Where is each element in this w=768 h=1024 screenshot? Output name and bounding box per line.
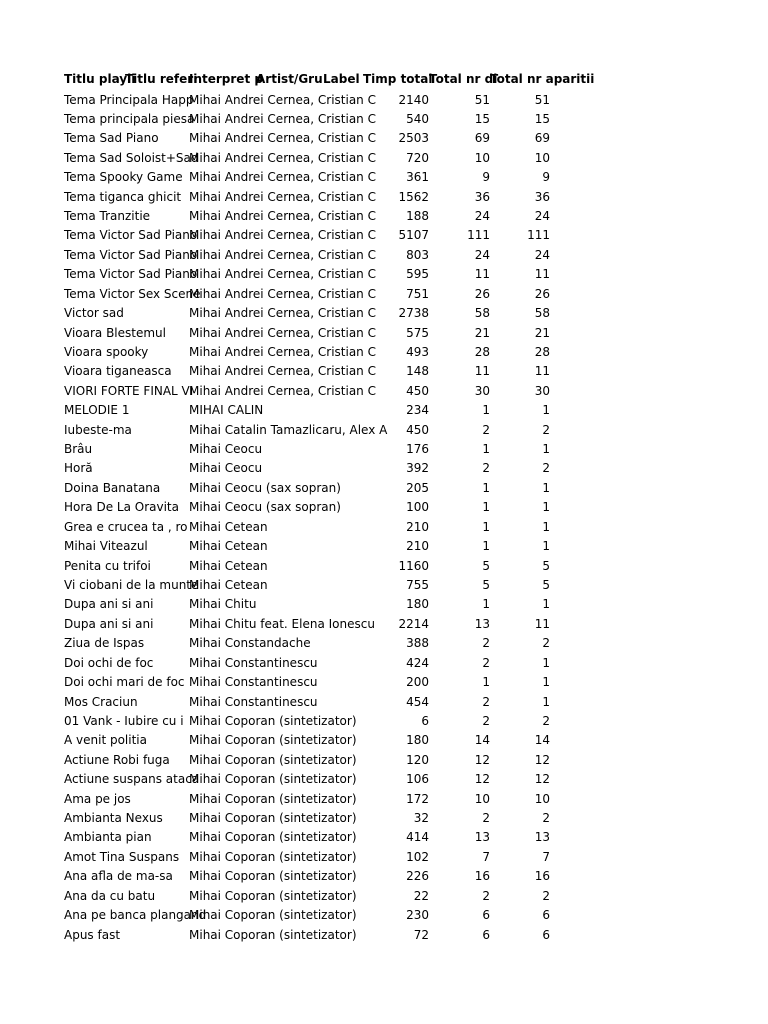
cell-playlist-title[interactable]: Ana pe banca plangand xyxy=(64,908,207,923)
cell-artist[interactable]: Mihai Constantinescu xyxy=(189,655,318,670)
cell-total-appearances[interactable]: 1 xyxy=(542,500,550,515)
cell-playlist-title[interactable]: Tema Sad Piano xyxy=(64,131,159,146)
cell-artist[interactable]: Mihai Coporan (sintetizator) xyxy=(189,830,357,845)
cell-total-appearances[interactable]: 1 xyxy=(542,694,550,709)
cell-total-broadcasts[interactable]: 2 xyxy=(482,422,490,437)
cell-playlist-title[interactable]: Grea e crucea ta , ro xyxy=(64,519,188,534)
cell-total-appearances[interactable]: 1 xyxy=(542,597,550,612)
cell-artist[interactable]: Mihai Coporan (sintetizator) xyxy=(189,713,357,728)
cell-total-broadcasts[interactable]: 13 xyxy=(474,616,490,631)
cell-total-broadcasts[interactable]: 58 xyxy=(474,306,490,321)
cell-total-time[interactable]: 720 xyxy=(406,150,429,165)
cell-playlist-title[interactable]: Ama pe jos xyxy=(64,791,131,806)
table-row xyxy=(0,459,768,478)
cell-total-broadcasts[interactable]: 51 xyxy=(474,92,490,107)
cell-total-appearances[interactable]: 15 xyxy=(534,111,550,126)
cell-artist[interactable]: Mihai Constandache xyxy=(189,636,311,651)
cell-total-time[interactable]: 106 xyxy=(406,772,429,787)
cell-total-time[interactable]: 575 xyxy=(406,325,429,340)
cell-playlist-title[interactable]: A venit politia xyxy=(64,733,147,748)
table-row xyxy=(0,926,768,945)
cell-total-time[interactable]: 102 xyxy=(406,849,429,864)
table-row xyxy=(0,479,768,498)
cell-total-broadcasts[interactable]: 2 xyxy=(482,461,490,476)
cell-total-appearances[interactable]: 11 xyxy=(534,616,550,631)
cell-total-broadcasts[interactable]: 1 xyxy=(482,442,490,457)
table-row xyxy=(0,693,768,712)
cell-total-appearances[interactable]: 1 xyxy=(542,675,550,690)
cell-artist[interactable]: Mihai Andrei Cernea, Cristian C xyxy=(189,170,376,185)
cell-playlist-title[interactable]: Tema tiganca ghicit xyxy=(64,189,182,204)
cell-playlist-title[interactable]: Horă xyxy=(64,461,93,476)
cell-total-appearances[interactable]: 51 xyxy=(534,92,550,107)
cell-total-time[interactable]: 361 xyxy=(406,170,429,185)
cell-total-broadcasts[interactable]: 28 xyxy=(474,344,490,359)
table-row xyxy=(0,304,768,323)
cell-total-time[interactable]: 1160 xyxy=(398,558,429,573)
cell-artist[interactable]: Mihai Andrei Cernea, Cristian C xyxy=(189,344,376,359)
cell-total-appearances[interactable]: 24 xyxy=(534,209,550,224)
cell-total-broadcasts[interactable]: 24 xyxy=(474,247,490,262)
cell-playlist-title[interactable]: Ana da cu batu xyxy=(64,888,156,903)
cell-artist[interactable]: Mihai Ceocu (sax sopran) xyxy=(189,500,341,515)
cell-artist[interactable]: Mihai Coporan (sintetizator) xyxy=(189,752,357,767)
cell-playlist-title[interactable]: Tema Sad Soloist+Sad xyxy=(64,150,199,165)
table-row xyxy=(0,712,768,731)
cell-playlist-title[interactable]: Vi ciobani de la munte xyxy=(64,578,199,592)
cell-total-time[interactable]: 2503 xyxy=(398,131,429,146)
cell-artist[interactable]: Mihai Cetean xyxy=(189,539,268,554)
table-row xyxy=(0,265,768,284)
cell-artist[interactable]: Mihai Cetean xyxy=(189,558,268,573)
cell-playlist-title[interactable]: Mos Craciun xyxy=(64,694,138,709)
cell-total-broadcasts[interactable]: 6 xyxy=(482,927,490,942)
cell-playlist-title[interactable]: Tema Principala Happ xyxy=(64,92,194,107)
table-row xyxy=(0,246,768,265)
cell-total-appearances[interactable]: 5 xyxy=(542,578,550,592)
cell-playlist-title[interactable]: Actiune suspans ataca xyxy=(64,772,200,787)
cell-total-appearances[interactable]: 2 xyxy=(542,422,550,437)
cell-total-appearances[interactable]: 2 xyxy=(542,713,550,728)
cell-playlist-title[interactable]: Iubeste-ma xyxy=(64,422,132,437)
cell-total-time[interactable]: 6 xyxy=(421,713,429,728)
cell-total-appearances[interactable]: 5 xyxy=(542,558,550,573)
header-label[interactable]: Label xyxy=(323,72,360,86)
cell-total-appearances[interactable]: 7 xyxy=(542,849,550,864)
table-row xyxy=(0,731,768,750)
cell-total-time[interactable]: 450 xyxy=(406,383,429,398)
cell-artist[interactable]: Mihai Andrei Cernea, Cristian C xyxy=(189,150,376,165)
cell-total-time[interactable]: 2738 xyxy=(398,306,429,321)
table-row xyxy=(0,809,768,828)
cell-total-time[interactable]: 180 xyxy=(406,733,429,748)
cell-total-time[interactable]: 2140 xyxy=(398,92,429,107)
cell-total-time[interactable]: 755 xyxy=(406,578,429,592)
cell-total-broadcasts[interactable]: 7 xyxy=(482,849,490,864)
cell-total-broadcasts[interactable]: 2 xyxy=(482,888,490,903)
cell-playlist-title[interactable]: Dupa ani si ani xyxy=(64,616,154,631)
cell-total-appearances[interactable]: 10 xyxy=(534,791,550,806)
cell-playlist-title[interactable]: Ambianta Nexus xyxy=(64,811,163,826)
header-total-appearances[interactable]: Total nr aparitii xyxy=(490,72,595,86)
cell-total-appearances[interactable]: 6 xyxy=(542,908,550,923)
cell-total-broadcasts[interactable]: 11 xyxy=(474,364,490,379)
cell-artist[interactable]: MIHAI CALIN xyxy=(189,403,264,418)
cell-playlist-title[interactable]: Penita cu trifoi xyxy=(64,558,151,573)
cell-total-broadcasts[interactable]: 15 xyxy=(474,111,490,126)
cell-total-broadcasts[interactable]: 2 xyxy=(482,713,490,728)
cell-artist[interactable]: Mihai Coporan (sintetizator) xyxy=(189,733,357,748)
cell-artist[interactable]: Mihai Ceocu (sax sopran) xyxy=(189,480,341,495)
cell-playlist-title[interactable]: VIORI FORTE FINAL VI xyxy=(64,383,194,398)
cell-total-time[interactable]: 414 xyxy=(406,830,429,845)
header-artist-group[interactable]: Artist/Gru xyxy=(256,72,323,86)
cell-playlist-title[interactable]: Tema Victor Sad Piano xyxy=(64,247,198,262)
cell-total-time[interactable]: 2214 xyxy=(398,616,429,631)
cell-playlist-title[interactable]: MELODIE 1 xyxy=(64,403,130,418)
cell-total-broadcasts[interactable]: 5 xyxy=(482,558,490,573)
cell-artist[interactable]: Mihai Andrei Cernea, Cristian C xyxy=(189,267,376,282)
cell-artist[interactable]: Mihai Catalin Tamazlicaru, Alex A xyxy=(189,422,388,437)
cell-artist[interactable]: Mihai Andrei Cernea, Cristian C xyxy=(189,92,376,107)
cell-total-appearances[interactable]: 1 xyxy=(542,403,550,418)
cell-total-appearances[interactable]: 11 xyxy=(534,267,550,282)
cell-total-time[interactable]: 32 xyxy=(413,811,429,826)
cell-playlist-title[interactable]: Tema Spooky Game xyxy=(64,170,183,185)
cell-playlist-title[interactable]: Ziua de Ispas xyxy=(64,636,145,651)
table-row xyxy=(0,129,768,148)
cell-artist[interactable]: Mihai Coporan (sintetizator) xyxy=(189,908,357,923)
table-row xyxy=(0,751,768,770)
cell-total-time[interactable]: 540 xyxy=(406,111,429,126)
cell-total-appearances[interactable]: 12 xyxy=(534,772,550,787)
table-row xyxy=(0,226,768,245)
cell-total-appearances[interactable]: 2 xyxy=(542,636,550,651)
cell-total-broadcasts[interactable]: 12 xyxy=(474,752,490,767)
cell-total-time[interactable]: 803 xyxy=(406,247,429,262)
table-row xyxy=(0,188,768,207)
cell-artist[interactable]: Mihai Andrei Cernea, Cristian C xyxy=(189,306,376,321)
cell-artist[interactable]: Mihai Coporan (sintetizator) xyxy=(189,791,357,806)
cell-artist[interactable]: Mihai Coporan (sintetizator) xyxy=(189,869,357,884)
cell-playlist-title[interactable]: Amot Tina Suspans xyxy=(64,849,180,864)
cell-total-appearances[interactable]: 14 xyxy=(534,733,550,748)
cell-playlist-title[interactable]: Mihai Viteazul xyxy=(64,539,148,554)
cell-total-appearances[interactable]: 21 xyxy=(534,325,550,340)
cell-total-appearances[interactable]: 2 xyxy=(542,888,550,903)
cell-total-appearances[interactable]: 10 xyxy=(534,150,550,165)
cell-playlist-title[interactable]: Victor sad xyxy=(64,306,124,321)
cell-playlist-title[interactable]: Apus fast xyxy=(64,927,121,942)
cell-total-time[interactable]: 5107 xyxy=(398,228,429,243)
cell-total-appearances[interactable]: 69 xyxy=(534,131,550,146)
cell-total-appearances[interactable]: 6 xyxy=(542,927,550,942)
cell-playlist-title[interactable]: Brâu xyxy=(64,442,93,457)
cell-total-appearances[interactable]: 2 xyxy=(542,461,550,476)
cell-total-broadcasts[interactable]: 21 xyxy=(474,325,490,340)
cell-artist[interactable]: Mihai Coporan (sintetizator) xyxy=(189,927,357,942)
cell-playlist-title[interactable]: Hora De La Oravita xyxy=(64,500,179,515)
cell-total-appearances[interactable]: 12 xyxy=(534,752,550,767)
cell-total-broadcasts[interactable]: 69 xyxy=(474,131,490,146)
cell-playlist-title[interactable]: Vioara Blestemul xyxy=(64,325,166,340)
cell-total-broadcasts[interactable]: 14 xyxy=(474,733,490,748)
cell-playlist-title[interactable]: Vioara tiganeasca xyxy=(64,364,172,379)
cell-artist[interactable]: Mihai Coporan (sintetizator) xyxy=(189,888,357,903)
cell-total-broadcasts[interactable]: 10 xyxy=(474,150,490,165)
cell-artist[interactable]: Mihai Andrei Cernea, Cristian C xyxy=(189,228,376,243)
cell-playlist-title[interactable]: Dupa ani si ani xyxy=(64,597,154,612)
cell-playlist-title[interactable]: Ana afla de ma-sa xyxy=(64,869,173,884)
cell-total-time[interactable]: 234 xyxy=(406,403,429,418)
cell-total-time[interactable]: 176 xyxy=(406,442,429,457)
cell-artist[interactable]: Mihai Cetean xyxy=(189,578,268,592)
cell-total-time[interactable]: 493 xyxy=(406,344,429,359)
cell-playlist-title[interactable]: Vioara spooky xyxy=(64,344,149,359)
cell-total-time[interactable]: 180 xyxy=(406,597,429,612)
cell-total-time[interactable]: 388 xyxy=(406,636,429,651)
cell-playlist-title[interactable]: Tema Victor Sad Piano xyxy=(64,267,198,282)
table-row xyxy=(0,324,768,343)
cell-artist[interactable]: Mihai Andrei Cernea, Cristian C xyxy=(189,383,376,398)
cell-total-time[interactable]: 210 xyxy=(406,519,429,534)
cell-total-broadcasts[interactable]: 1 xyxy=(482,500,490,515)
cell-total-time[interactable]: 200 xyxy=(406,675,429,690)
table-row xyxy=(0,673,768,692)
cell-artist[interactable]: Mihai Andrei Cernea, Cristian C xyxy=(189,111,376,126)
cell-artist[interactable]: Mihai Constantinescu xyxy=(189,675,318,690)
cell-total-appearances[interactable]: 9 xyxy=(542,170,550,185)
cell-artist[interactable]: Mihai Andrei Cernea, Cristian C xyxy=(189,131,376,146)
cell-total-broadcasts[interactable]: 2 xyxy=(482,655,490,670)
cell-artist[interactable]: Mihai Coporan (sintetizator) xyxy=(189,772,357,787)
header-total-broadcasts[interactable]: Total nr di xyxy=(429,72,498,86)
cell-total-time[interactable]: 210 xyxy=(406,539,429,554)
cell-total-broadcasts[interactable]: 5 xyxy=(482,578,490,592)
table-row xyxy=(0,867,768,886)
table-row xyxy=(0,770,768,789)
cell-total-broadcasts[interactable]: 1 xyxy=(482,480,490,495)
cell-total-appearances[interactable]: 36 xyxy=(534,189,550,204)
table-row xyxy=(0,557,768,576)
cell-total-broadcasts[interactable]: 26 xyxy=(474,286,490,301)
cell-playlist-title[interactable]: Tema Victor Sex Scene xyxy=(64,286,201,301)
cell-playlist-title[interactable]: Tema principala piesa xyxy=(64,111,195,126)
cell-total-broadcasts[interactable]: 2 xyxy=(482,811,490,826)
cell-total-time[interactable]: 595 xyxy=(406,267,429,282)
header-total-time[interactable]: Timp total xyxy=(363,72,433,86)
cell-total-time[interactable]: 392 xyxy=(406,461,429,476)
header-reference-title[interactable]: Titlu referi xyxy=(125,72,198,86)
cell-artist[interactable]: Mihai Andrei Cernea, Cristian C xyxy=(189,209,376,224)
cell-playlist-title[interactable]: Ambianta pian xyxy=(64,830,152,845)
cell-total-time[interactable]: 148 xyxy=(406,364,429,379)
table-row xyxy=(0,421,768,440)
cell-total-broadcasts[interactable]: 9 xyxy=(482,170,490,185)
cell-total-time[interactable]: 751 xyxy=(406,286,429,301)
cell-artist[interactable]: Mihai Andrei Cernea, Cristian C xyxy=(189,189,376,204)
cell-total-broadcasts[interactable]: 10 xyxy=(474,791,490,806)
cell-total-time[interactable]: 1562 xyxy=(398,189,429,204)
cell-total-appearances[interactable]: 58 xyxy=(534,306,550,321)
cell-total-appearances[interactable]: 1 xyxy=(542,442,550,457)
table-row xyxy=(0,168,768,187)
table-row xyxy=(0,828,768,847)
table-row xyxy=(0,285,768,304)
cell-total-appearances[interactable]: 1 xyxy=(542,539,550,554)
table-row xyxy=(0,887,768,906)
cell-playlist-title[interactable]: Doi ochi de foc xyxy=(64,655,154,670)
header-playlist-title[interactable]: Titlu playli xyxy=(64,72,136,86)
cell-total-appearances[interactable]: 30 xyxy=(534,383,550,398)
cell-total-appearances[interactable]: 28 xyxy=(534,344,550,359)
cell-total-appearances[interactable]: 24 xyxy=(534,247,550,262)
cell-total-appearances[interactable]: 1 xyxy=(542,519,550,534)
header-row xyxy=(0,70,768,89)
cell-total-time[interactable]: 230 xyxy=(406,908,429,923)
table-row xyxy=(0,401,768,420)
cell-artist[interactable]: Mihai Coporan (sintetizator) xyxy=(189,849,357,864)
cell-total-time[interactable]: 188 xyxy=(406,209,429,224)
table-row xyxy=(0,906,768,925)
table-row xyxy=(0,343,768,362)
cell-total-broadcasts[interactable]: 6 xyxy=(482,908,490,923)
cell-artist[interactable]: Mihai Andrei Cernea, Cristian C xyxy=(189,325,376,340)
cell-artist[interactable]: Mihai Constantinescu xyxy=(189,694,318,709)
cell-total-broadcasts[interactable]: 36 xyxy=(474,189,490,204)
cell-total-broadcasts[interactable]: 30 xyxy=(474,383,490,398)
cell-playlist-title[interactable]: 01 Vank - Iubire cu i xyxy=(64,713,184,728)
cell-artist[interactable]: Mihai Ceocu xyxy=(189,461,263,476)
header-interpreter[interactable]: Interpret p xyxy=(189,72,263,86)
table-row xyxy=(0,91,768,110)
cell-total-appearances[interactable]: 2 xyxy=(542,811,550,826)
table-row xyxy=(0,848,768,867)
table-row xyxy=(0,207,768,226)
table-row xyxy=(0,382,768,401)
cell-artist[interactable]: Mihai Chitu feat. Elena Ionescu xyxy=(189,616,375,631)
cell-total-time[interactable]: 424 xyxy=(406,655,429,670)
table-row xyxy=(0,149,768,168)
cell-artist[interactable]: Mihai Andrei Cernea, Cristian C xyxy=(189,364,376,379)
cell-total-broadcasts[interactable]: 24 xyxy=(474,209,490,224)
cell-total-broadcasts[interactable]: 2 xyxy=(482,636,490,651)
cell-playlist-title[interactable]: Doi ochi mari de foc xyxy=(64,675,185,690)
table-row xyxy=(0,615,768,634)
cell-total-broadcasts[interactable]: 1 xyxy=(482,519,490,534)
table-row xyxy=(0,518,768,537)
cell-total-appearances[interactable]: 16 xyxy=(534,869,550,884)
table-row xyxy=(0,537,768,556)
cell-total-time[interactable]: 205 xyxy=(406,480,429,495)
cell-total-time[interactable]: 450 xyxy=(406,422,429,437)
cell-total-appearances[interactable]: 1 xyxy=(542,655,550,670)
cell-total-time[interactable]: 454 xyxy=(406,694,429,709)
cell-total-broadcasts[interactable]: 12 xyxy=(474,772,490,787)
cell-total-broadcasts[interactable]: 16 xyxy=(474,869,490,884)
cell-total-appearances[interactable]: 1 xyxy=(542,480,550,495)
cell-total-time[interactable]: 72 xyxy=(413,927,429,942)
table-row xyxy=(0,576,768,595)
cell-artist[interactable]: Mihai Andrei Cernea, Cristian C xyxy=(189,286,376,301)
cell-total-time[interactable]: 100 xyxy=(406,500,429,515)
cell-artist[interactable]: Mihai Coporan (sintetizator) xyxy=(189,811,357,826)
cell-total-time[interactable]: 22 xyxy=(413,888,429,903)
cell-playlist-title[interactable]: Doina Banatana xyxy=(64,480,161,495)
cell-total-broadcasts[interactable]: 1 xyxy=(482,403,490,418)
cell-artist[interactable]: Mihai Ceocu xyxy=(189,442,263,457)
cell-total-appearances[interactable]: 11 xyxy=(534,364,550,379)
cell-total-appearances[interactable]: 26 xyxy=(534,286,550,301)
cell-playlist-title[interactable]: Actiune Robi fuga xyxy=(64,752,170,767)
cell-total-appearances[interactable]: 13 xyxy=(534,830,550,845)
cell-artist[interactable]: Mihai Cetean xyxy=(189,519,268,534)
cell-total-time[interactable]: 226 xyxy=(406,869,429,884)
cell-total-broadcasts[interactable]: 11 xyxy=(474,267,490,282)
table-row xyxy=(0,498,768,517)
cell-total-appearances[interactable]: 111 xyxy=(527,228,550,243)
table-row xyxy=(0,790,768,809)
cell-total-broadcasts[interactable]: 1 xyxy=(482,539,490,554)
cell-artist[interactable]: Mihai Andrei Cernea, Cristian C xyxy=(189,247,376,262)
cell-total-broadcasts[interactable]: 1 xyxy=(482,675,490,690)
table-row xyxy=(0,634,768,653)
cell-artist[interactable]: Mihai Chitu xyxy=(189,597,257,612)
cell-total-broadcasts[interactable]: 1 xyxy=(482,597,490,612)
cell-playlist-title[interactable]: Tema Victor Sad Piano xyxy=(64,228,198,243)
cell-total-time[interactable]: 120 xyxy=(406,752,429,767)
cell-total-time[interactable]: 172 xyxy=(406,791,429,806)
table-row xyxy=(0,654,768,673)
cell-playlist-title[interactable]: Tema Tranzitie xyxy=(64,209,151,224)
cell-total-broadcasts[interactable]: 13 xyxy=(474,830,490,845)
table-row xyxy=(0,110,768,129)
table-row xyxy=(0,595,768,614)
cell-total-broadcasts[interactable]: 111 xyxy=(467,228,490,243)
table-row xyxy=(0,440,768,459)
table-row xyxy=(0,362,768,381)
cell-total-broadcasts[interactable]: 2 xyxy=(482,694,490,709)
